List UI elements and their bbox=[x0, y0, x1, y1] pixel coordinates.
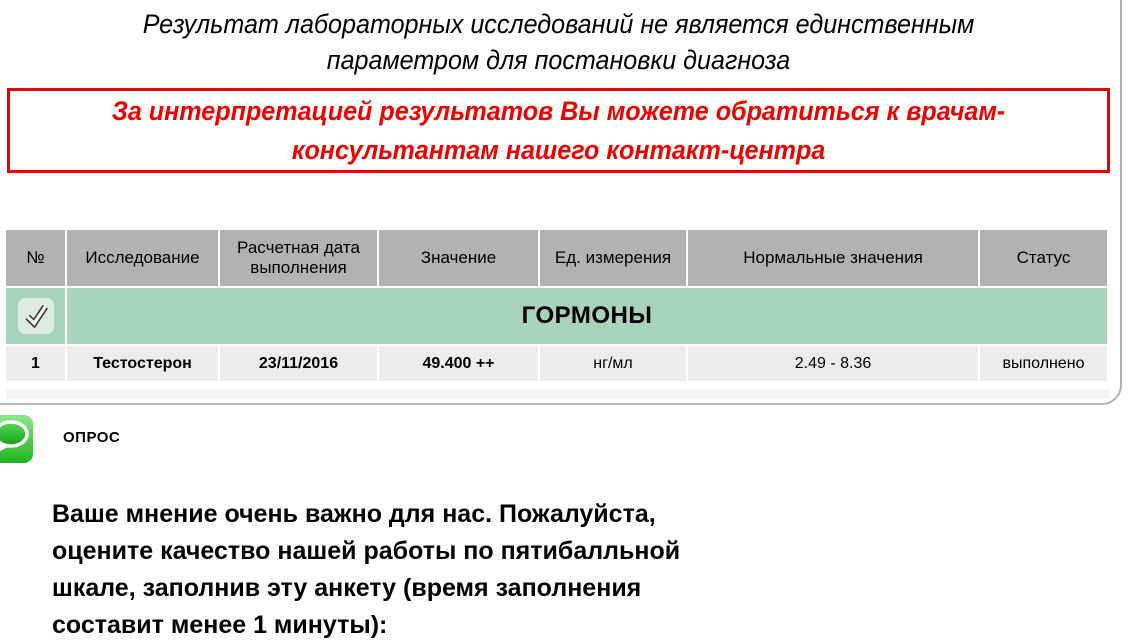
survey-message-line: оцените качество нашей работы по пятибалльной bbox=[52, 537, 681, 565]
group-check-cell[interactable] bbox=[6, 288, 65, 344]
table-header-row bbox=[6, 230, 1107, 286]
col-header-value: Значение bbox=[379, 230, 538, 286]
survey-message-line: шкале, заполнив эту анкету (время заполнения bbox=[52, 574, 642, 602]
disclaimer-line: параметром для постановки диагноза bbox=[326, 45, 791, 75]
col-header-normal: Нормальные значения bbox=[688, 230, 978, 286]
survey-message-line: Ваше мнение очень важно для нас. Пожалуйста, bbox=[52, 500, 656, 528]
col-header-test: Исследование bbox=[67, 230, 218, 286]
checkmark-icon bbox=[18, 298, 54, 334]
col-header-unit: Ед. измерения bbox=[540, 230, 686, 286]
notice-line: консультантам нашего контакт-центра bbox=[291, 134, 826, 165]
cell-value: 49.400 ++ bbox=[379, 346, 538, 381]
cell-date: 23/11/2016 bbox=[220, 346, 377, 381]
col-header-status: Статус bbox=[980, 230, 1107, 286]
partial-next-row bbox=[6, 389, 1110, 399]
cell-normal: 2.49 - 8.36 bbox=[688, 346, 978, 381]
disclaimer-text bbox=[7, 6, 1110, 78]
cell-status: выполнено bbox=[980, 346, 1107, 381]
cell-unit: нг/мл bbox=[540, 346, 686, 381]
cell-num: 1 bbox=[6, 346, 65, 381]
cell-test: Тестостерон bbox=[67, 346, 218, 381]
group-row-hormones bbox=[6, 288, 1107, 344]
notice-line: За интерпретацией результатов Вы можете обратиться к врачам- bbox=[111, 95, 1006, 126]
disclaimer-line: Результат лабораторных исследований не является единственным bbox=[142, 9, 975, 39]
group-title: ГОРМОНЫ bbox=[67, 288, 1107, 344]
col-header-num: № bbox=[6, 230, 65, 286]
results-table bbox=[4, 228, 1109, 383]
interpretation-notice bbox=[7, 88, 1110, 173]
table-row bbox=[6, 346, 1107, 381]
chat-bubble-icon bbox=[0, 415, 33, 463]
survey-message-line: составит менее 1 минуты): bbox=[52, 611, 388, 639]
survey-message bbox=[52, 496, 680, 644]
survey-section-label: ОПРОС bbox=[63, 429, 121, 446]
col-header-date: Расчетная дата выполнения bbox=[220, 230, 377, 286]
